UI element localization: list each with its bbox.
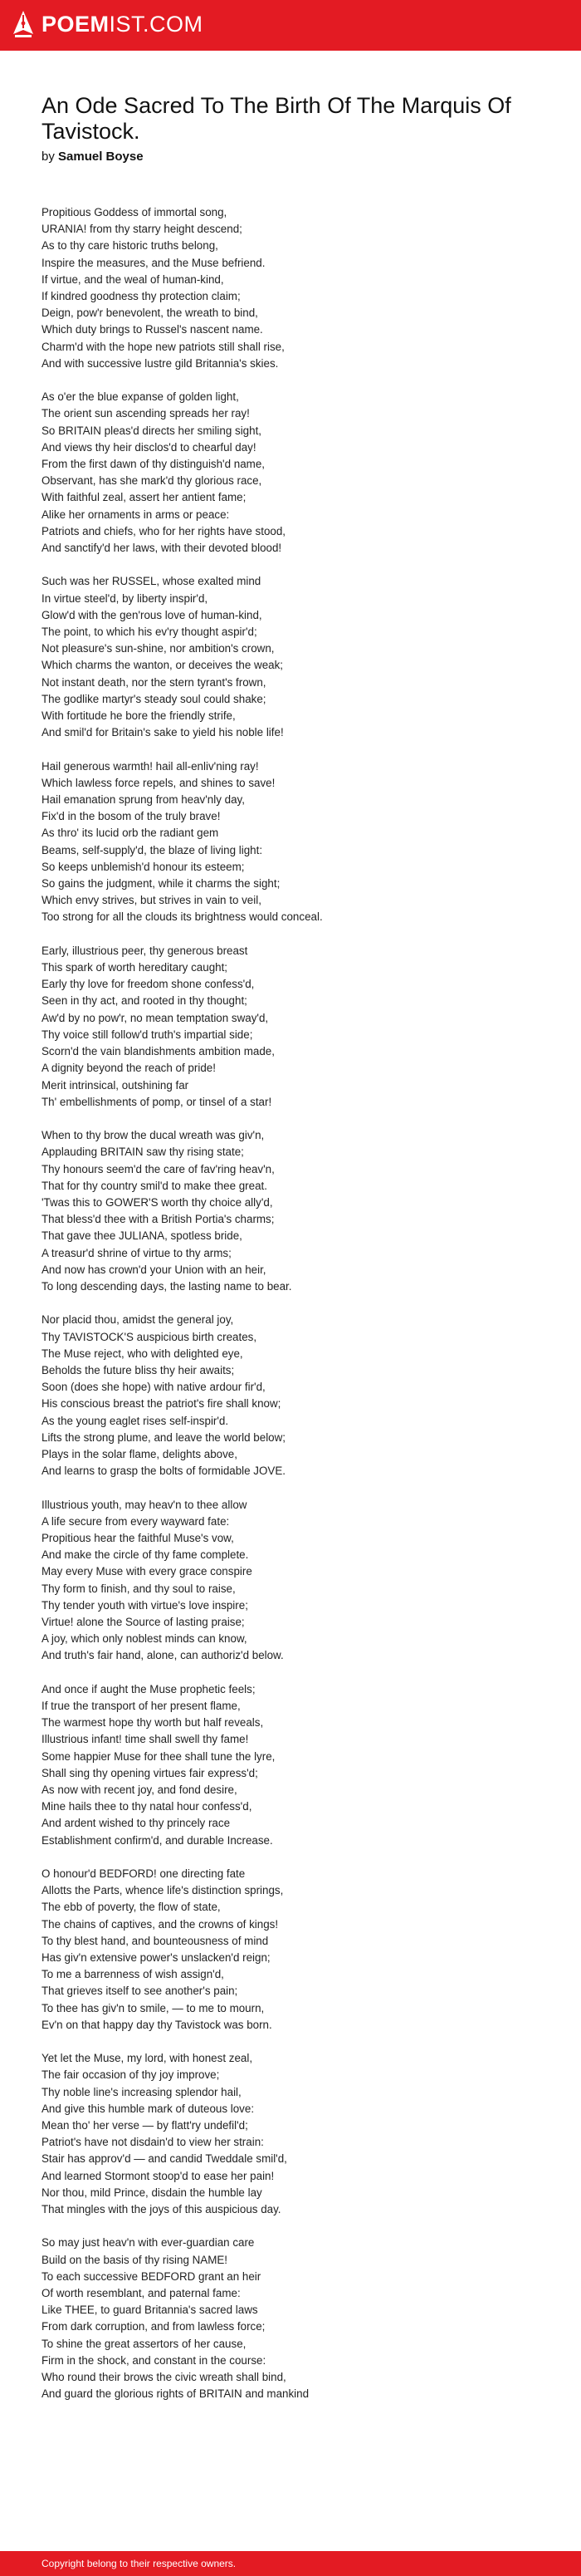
poem-line: Illustrious infant! time shall swell thy fame! (42, 1733, 249, 1746)
poem-line: So BRITAIN pleas'd directs her smiling sight, (42, 424, 262, 437)
poem-line: Early, illustrious peer, thy generous breast (42, 944, 248, 957)
poem-line: That mingles with the joys of this auspicious day. (42, 2203, 281, 2216)
poem-line: Beholds the future bliss thy heir awaits; (42, 1363, 235, 1376)
poem-line: Scorn'd the vain blandishments ambition made, (42, 1045, 275, 1058)
poem-line: Which lawless force repels, and shines to save! (42, 776, 276, 789)
poem-line: Propitious hear the faithful Muse's vow, (42, 1531, 234, 1544)
poem-line: Applauding BRITAIN saw thy rising state; (42, 1146, 244, 1159)
poem-line: That grieves itself to see another's pain; (42, 1985, 238, 1998)
poem-line: Firm in the shock, and constant in the course: (42, 2353, 266, 2367)
stanza (42, 2235, 556, 2402)
poem-line: And smil'd for Britain's sake to yield his noble life! (42, 726, 284, 739)
poem-line: Aw'd by no pow'r, no mean temptation sway'd, (42, 1011, 269, 1024)
poem-line: Illustrious youth, may heav'n to thee allow (42, 1498, 247, 1511)
poem-line: That bless'd thee with a British Portia's charms; (42, 1213, 275, 1226)
poem-line: Observant, has she mark'd thy glorious race, (42, 474, 262, 488)
poem-line: And learns to grasp the bolts of formidable JOVE. (42, 1465, 286, 1478)
poem-line: And guard the glorious rights of BRITAIN and mankind (42, 2387, 310, 2401)
poem-line: Inspire the measures, and the Muse befriend. (42, 256, 266, 269)
poem-line: A treasur'd shrine of virtue to thy arms; (42, 1246, 232, 1259)
poem-line: When to thy brow the ducal wreath was giv'n, (42, 1129, 265, 1142)
poem-line: This spark of worth hereditary caught; (42, 961, 228, 974)
poem-line: Thy noble line's increasing splendor hail, (42, 2085, 242, 2098)
copyright-notice: Copyright belong to their respective owners. (42, 2558, 237, 2569)
poem-line: To me a barrenness of wish assign'd, (42, 1968, 224, 1981)
poem-line: May every Muse with every grace conspire (42, 1565, 252, 1578)
poem-line: Which charms the wanton, or deceives the weak; (42, 659, 284, 672)
poem-line: Mean tho' her verse — by flatt'ry undefil'd; (42, 2119, 248, 2132)
poem-line: The point, to which his ev'ry thought aspir'd; (42, 626, 257, 639)
poem-line: If true the transport of her present flame, (42, 1699, 241, 1712)
poem-line: The chains of captives, and the crowns of kings! (42, 1917, 279, 1931)
poem-line: In virtue steel'd, by liberty inspir'd, (42, 591, 208, 605)
stanza (42, 758, 556, 926)
poem-line: Propitious Goddess of immortal song, (42, 206, 227, 218)
poem-line: As o'er the blue expanse of golden light, (42, 390, 239, 404)
poem-line: Which envy strives, but strives in vain to veil, (42, 894, 261, 907)
poem-line: And views thy heir disclos'd to chearful day! (42, 440, 256, 454)
poem-line: And once if aught the Muse prophetic feels; (42, 1682, 256, 1695)
poem-line: So gains the judgment, while it charms the sight; (42, 877, 281, 891)
poem-line: Stair has approv'd — and candid Tweddale smil'd, (42, 2152, 287, 2166)
poem-line: Th' embellishments of pomp, or tinsel of a star! (42, 1095, 272, 1108)
poem-line: Lifts the strong plume, and leave the world below; (42, 1430, 286, 1444)
quill-pen-icon (12, 10, 35, 38)
poem-line: To long descending days, the lasting name to bear. (42, 1279, 292, 1293)
poem-line: To thy blest hand, and bounteousness of mind (42, 1934, 269, 1947)
poem-line: And make the circle of thy fame complete. (42, 1548, 249, 1562)
poem-line: And sanctify'd her laws, with their devoted blood! (42, 542, 282, 555)
stanza (42, 204, 556, 372)
poem-line: Allotts the Parts, whence life's distinction springs, (42, 1884, 284, 1897)
stanza (42, 2050, 556, 2218)
poem-line: As now with recent joy, and fond desire, (42, 1783, 237, 1796)
poem-line: Yet let the Muse, my lord, with honest zeal, (42, 2052, 253, 2065)
poem-line: Thy voice still follow'd truth's impartial side; (42, 1028, 253, 1041)
stanza (42, 1681, 556, 1849)
poem-line: If kindred goodness thy protection claim; (42, 290, 241, 303)
poem-header (42, 93, 540, 165)
poem-line: The ebb of poverty, the flow of state, (42, 1901, 221, 1914)
poem-line: Beams, self-supply'd, the blaze of living light: (42, 843, 263, 856)
poem-line: The warmest hope thy worth but half reveals, (42, 1716, 264, 1730)
poem-line: A joy, which only noblest minds can know, (42, 1632, 247, 1646)
poem-line: Not instant death, nor the stern tyrant's frown, (42, 675, 266, 689)
poem-line: Alike her ornaments in arms or peace: (42, 508, 230, 521)
poem-line: Who round their brows the civic wreath shall bind, (42, 2371, 286, 2384)
poem-line: Hail emanation sprung from heav'nly day, (42, 793, 245, 807)
poem-line: That for thy country smil'd to make thee great. (42, 1179, 267, 1192)
poem-line: The fair occasion of thy joy improve; (42, 2068, 220, 2082)
logo-wordmark (42, 10, 203, 38)
poem-line: Thy honours seem'd the care of fav'ring heav'n, (42, 1162, 275, 1175)
poem-line: O honour'd BEDFORD! one directing fate (42, 1867, 246, 1880)
stanza (42, 1866, 556, 2034)
poem-line: Charm'd with the hope new patriots still shall rise, (42, 340, 285, 353)
stanza (42, 573, 556, 741)
site-logo[interactable] (12, 10, 203, 38)
poem-line: Thy form to finish, and thy soul to raise, (42, 1582, 236, 1595)
poem-line: Shall sing thy opening virtues fair express'd; (42, 1766, 258, 1779)
site-footer (0, 2551, 581, 2576)
poem-line: To each successive BEDFORD grant an heir (42, 2269, 261, 2283)
poem-line: Plays in the solar flame, delights above, (42, 1447, 237, 1460)
poem-line: Patriots and chiefs, who for her rights have stood, (42, 524, 286, 537)
poem-line: As the young eaglet rises self-inspir'd. (42, 1414, 229, 1427)
poem-line: As thro' its lucid orb the radiant gem (42, 827, 219, 840)
poem-line: His conscious breast the patriot's fire shall know; (42, 1397, 281, 1411)
poem-line: Thy TAVISTOCK'S auspicious birth creates, (42, 1330, 257, 1343)
site-header (0, 0, 581, 51)
poem-line: A life secure from every wayward fate: (42, 1514, 230, 1528)
poem-line: Hail generous warmth! hail all-enliv'ning ray! (42, 759, 259, 773)
poem-line: The orient sun ascending spreads her ray! (42, 407, 250, 420)
poem-line: And give this humble mark of duteous love: (42, 2102, 255, 2115)
poem-line: To thee has giv'n to smile, — to me to mourn, (42, 2001, 265, 2014)
poem-line: Patriot's have not disdain'd to view her strain: (42, 2136, 264, 2149)
author-name[interactable]: Samuel Boyse (58, 150, 144, 164)
poem-line: Seen in thy act, and rooted in thy thought; (42, 994, 247, 1008)
poem-line: Of worth resemblant, and paternal fame: (42, 2287, 241, 2300)
poem-line: And with successive lustre gild Britannia's skies. (42, 356, 279, 370)
poem-line: Ev'n on that happy day thy Tavistock was born. (42, 2018, 272, 2031)
poem-line: If virtue, and the weal of human-kind, (42, 272, 224, 286)
poem-line: Too strong for all the clouds its brightness would conceal. (42, 910, 323, 924)
stanza (42, 1127, 556, 1295)
poem-line: Merit intrinsical, outshining far (42, 1078, 189, 1092)
poem-line: With fortitude he bore the friendly strife, (42, 709, 236, 723)
poem-line: And ardent wished to thy princely race (42, 1817, 231, 1830)
poem-line: The Muse reject, who with delighted eye, (42, 1347, 243, 1360)
poem-line: The godlike martyr's steady soul could shake; (42, 692, 266, 705)
poem-line: Not pleasure's sun-shine, nor ambition's crown, (42, 642, 275, 655)
poem-line: Which duty brings to Russel's nascent name. (42, 323, 263, 336)
poem-line: Some happier Muse for thee shall tune the lyre, (42, 1749, 276, 1763)
poem-line: Build on the basis of thy rising NAME! (42, 2253, 228, 2266)
poem-line: Has giv'n extensive power's unslacken'd reign; (42, 1950, 271, 1964)
poem-line: As to thy care historic truths belong, (42, 239, 218, 253)
stanza (42, 1497, 556, 1665)
poem-line: A dignity beyond the reach of pride! (42, 1062, 216, 1075)
poem-body (42, 204, 556, 2420)
poem-line: So keeps unblemish'd honour its esteem; (42, 860, 245, 873)
poem-line: To shine the great assertors of her cause, (42, 2337, 247, 2350)
poem-line: Fix'd in the bosom of the truly brave! (42, 810, 221, 823)
logo-text-bold: POEM (42, 12, 110, 37)
poem-line: And learned Stormont stoop'd to ease her pain! (42, 2169, 275, 2182)
stanza (42, 943, 556, 1111)
poem-line: Nor thou, mild Prince, disdain the humble lay (42, 2186, 262, 2199)
poem-line: Like THEE, to guard Britannia's sacred laws (42, 2304, 258, 2317)
poem-line: Deign, pow'r benevolent, the wreath to bind, (42, 307, 258, 320)
poem-line: From dark corruption, and from lawless force; (42, 2320, 266, 2333)
stanza (42, 1312, 556, 1479)
poem-line: Glow'd with the gen'rous love of human-kind, (42, 608, 262, 621)
poem-line: URANIA! from thy starry height descend; (42, 223, 242, 236)
poem-title: An Ode Sacred To The Birth Of The Marquis Of Tavistock. (42, 93, 511, 144)
poem-line: Soon (does she hope) with native ardour fir'd, (42, 1381, 266, 1394)
poem-line: Early thy love for freedom shone confess'd, (42, 978, 255, 991)
poem-line: And now has crown'd your Union with an heir, (42, 1263, 266, 1276)
logo-text-light: IST.COM (109, 12, 203, 37)
poem-line: 'Twas this to GOWER'S worth thy choice ally'd, (42, 1195, 273, 1209)
poem-line: That gave thee JULIANA, spotless bride, (42, 1229, 242, 1243)
stanza (42, 389, 556, 557)
poem-line: Nor placid thou, amidst the general joy, (42, 1313, 234, 1327)
poem-line: Establishment confirm'd, and durable Increase. (42, 1833, 273, 1847)
byline (42, 149, 540, 165)
poem-line: And truth's fair hand, alone, can authoriz'd below. (42, 1649, 284, 1662)
poem-line: From the first dawn of thy distinguish'd name, (42, 458, 266, 471)
poem-line: Such was her RUSSEL, whose exalted mind (42, 575, 261, 588)
byline-prefix: by (42, 150, 59, 164)
poem-line: So may just heav'n with ever-guardian care (42, 2236, 255, 2250)
poem-line: Virtue! alone the Source of lasting praise; (42, 1615, 245, 1628)
poem-line: Mine hails thee to thy natal hour confess'd, (42, 1800, 252, 1813)
poem-line: Thy tender youth with virtue's love inspire; (42, 1598, 248, 1612)
poem-line: With faithful zeal, assert her antient fame; (42, 491, 247, 504)
